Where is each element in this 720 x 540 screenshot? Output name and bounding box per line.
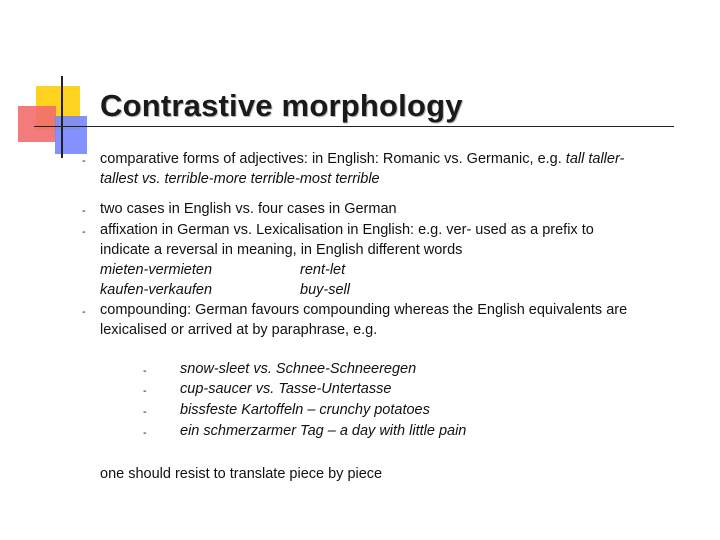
bullet-affixation-line1: affixation in German vs. Lexicalisation in English: e.g. ver- used as a prefix to	[100, 222, 594, 238]
bullet-compounding-line1: compounding: German favours compounding whereas the English equivalents are	[100, 302, 628, 318]
pair-german: kaufen-verkaufen	[100, 282, 213, 298]
conclusion-text: one should resist to translate piece by piece	[100, 466, 383, 482]
bullet-dash: -	[82, 205, 86, 217]
example-item: bissfeste Kartoffeln – crunchy potatoes	[180, 402, 430, 418]
example-item: cup-saucer vs. Tasse-Untertasse	[180, 381, 392, 397]
bullet-comparatives-line2: tallest vs. terrible-more terrible-most terrible	[100, 171, 380, 187]
bullet-compounding-line2: lexicalised or arrived at by paraphrase, e.g.	[100, 322, 378, 338]
bullet-dash: -	[82, 226, 86, 238]
pair-english: rent-let	[300, 262, 346, 278]
title-underline	[34, 126, 674, 127]
bullet-affixation-line2: indicate a reversal in meaning, in English different words	[100, 242, 463, 258]
slide-title: Contrastive morphology	[100, 88, 463, 123]
decor-red-square	[18, 106, 56, 142]
example-dash: -	[143, 365, 147, 377]
bullet-comparatives-line1: comparative forms of adjectives: in English: Romanic vs. Germanic, e.g. tall taller-	[100, 151, 625, 167]
bullet-cases: two cases in English vs. four cases in German	[100, 201, 397, 217]
example-item: ein schmerzarmer Tag – a day with little pain	[180, 423, 467, 439]
example-dash: -	[143, 427, 147, 439]
decor-blue-square	[55, 116, 87, 154]
bullet-dash: -	[82, 155, 86, 167]
bullet-dash: -	[82, 306, 86, 318]
example-item: snow-sleet vs. Schnee-Schneeregen	[180, 361, 417, 377]
decor-vertical-line	[61, 76, 63, 158]
pair-english: buy-sell	[300, 282, 350, 298]
example-dash: -	[143, 406, 147, 418]
pair-german: mieten-vermieten	[100, 262, 213, 278]
example-dash: -	[143, 385, 147, 397]
